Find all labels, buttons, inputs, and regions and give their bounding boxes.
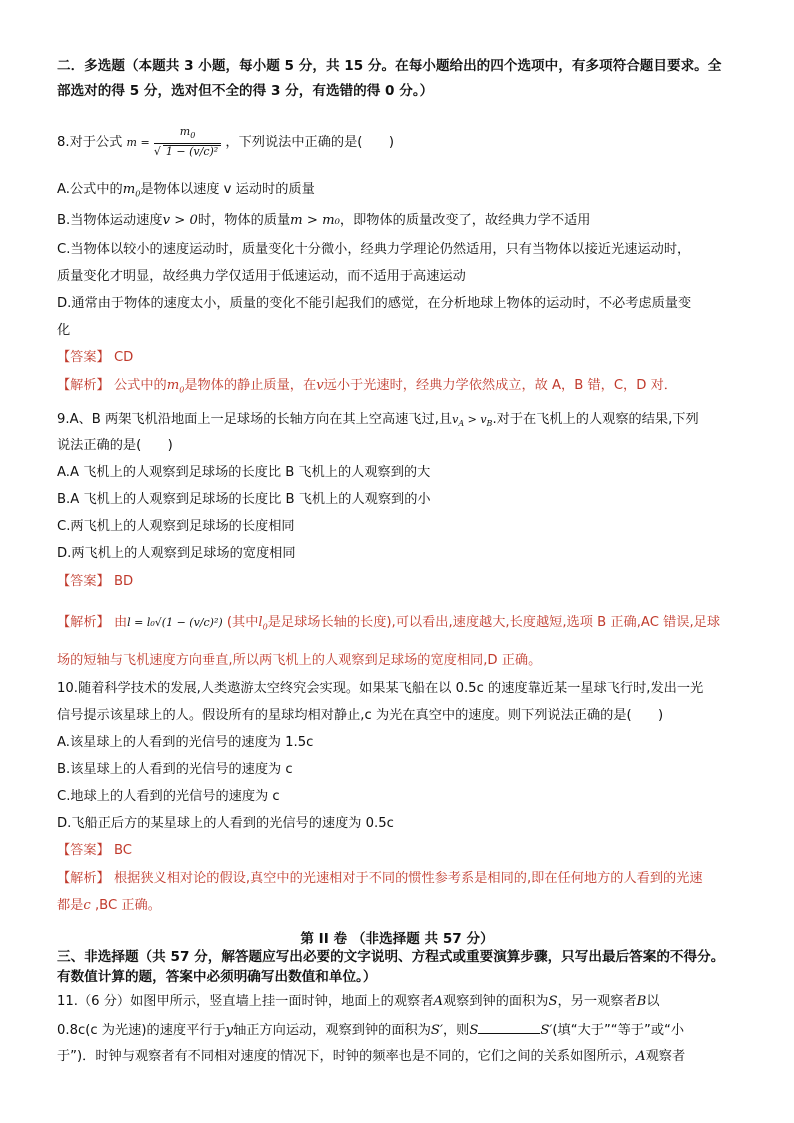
- q11-stem: 11.（6 分）如图甲所示，竖直墙上挂一面时钟，地面上的观察者A观察到钟的面积为S，另一观察者B以: [57, 994, 660, 1009]
- length-formula: l = l₀√(1 − (v/c)²): [127, 616, 223, 629]
- q9-analysis: 【解析】 由l = l₀√(1 − (v/c)²) (其中$l_0$是足球场长轴的长度),可以看出,速度越大,长度越短,选项 B 正确,AC 错误,足球: [57, 615, 721, 632]
- q10-answer: 【答案】 BC: [57, 843, 132, 858]
- q10-analysis: 【解析】 根据狭义相对论的假设,真空中的光速相对于不同的惯性参考系是相同的,即在任何地方的人看到的光速: [57, 871, 703, 886]
- q10-option-b: B.该星球上的人看到的光信号的速度为 c: [57, 762, 293, 777]
- q9-stem: 9.A、B 两架飞机沿地面上一足球场的长轴方向在其上空高速飞过,且$v_A > v_B$.对于在飞机上的人观察的结果,下列: [57, 412, 699, 429]
- q10-option-a: A.该星球上的人看到的光信号的速度为 1.5c: [57, 735, 314, 750]
- q8-option-d-cont: 化: [57, 323, 71, 338]
- q8-option-c: C.当物体以较小的速度运动时，质量变化十分微小，经典力学理论仍然适用，只有当物体以接近光速运动时，: [57, 242, 691, 257]
- answer-blank[interactable]: [478, 1021, 540, 1034]
- q10-stem: 10.随着科学技术的发展,人类遨游太空终究会实现。如果某飞船在以 0.5c 的速度靠近某一星球飞行时,发出一光: [57, 681, 704, 696]
- q8-option-c-cont: 质量变化才明显，故经典力学仅适用于低速运动，而不适用于高速运动: [57, 269, 466, 284]
- q9-option-c: C.两飞机上的人观察到足球场的长度相同: [57, 519, 295, 534]
- q11-stem-cont: 0.8c(c 为光速)的速度平行于y轴正方向运动，观察到钟的面积为S′，则S S′(填“大于”“等于”或“小: [57, 1023, 685, 1038]
- q9-answer: 【答案】 BD: [57, 574, 134, 589]
- section-heading: 三、非选择题（共 57 分，解答题应写出必要的文字说明、方程式或重要演算步骤，只写出最后答案的不得分。: [57, 949, 725, 965]
- mass-formula: $\frac{m_0}{\text{√ 1 − (v/c)²}}$: [154, 126, 221, 157]
- section-heading: 有数值计算的题，答案中必须明确写出数值和单位。）: [57, 969, 377, 985]
- q9-option-b: B.A 飞机上的人观察到足球场的长度比 B 飞机上的人观察到的小: [57, 492, 431, 507]
- q10-stem-cont: 信号提示该星球上的人。假设所有的星球均相对静止,c 为光在真空中的速度。则下列说法正确的是( ): [57, 708, 664, 723]
- formula-lhs: m =: [126, 136, 150, 149]
- q11-stem-cont: 于”)．时钟与观察者有不同相对速度的情况下，时钟的频率也是不同的，它们之间的关系如图所示，A观察者: [57, 1049, 686, 1064]
- q8-analysis: 【解析】 公式中的$m_0$是物体的静止质量，在v远小于光速时，经典力学依然成立，故 A，B 错，C，D 对．: [57, 378, 677, 395]
- q9-option-d: D.两飞机上的人观察到足球场的宽度相同: [57, 546, 296, 561]
- q10-analysis-cont: 都是c ,BC 正确。: [57, 898, 161, 913]
- section-heading: 二．多选题（本题共 3 小题，每小题 5 分，共 15 分。在每小题给出的四个选项中，有多项符合题目要求。全: [57, 58, 722, 74]
- q10-option-c: C.地球上的人看到的光信号的速度为 c: [57, 789, 280, 804]
- q9-analysis-cont: 场的短轴与飞机速度方向垂直,所以两飞机上的人观察到足球场的宽度相同,D 正确。: [57, 653, 542, 668]
- section-heading: 部选对的得 5 分，选对但不全的得 3 分，有选错的得 0 分。）: [57, 83, 434, 99]
- q8-option-b: B.当物体运动速度v > 0时，物体的质量m > m₀，即物体的质量改变了，故经典力学不适用: [57, 213, 591, 228]
- q8-answer: 【答案】 CD: [57, 350, 134, 365]
- q9-stem-cont: 说法正确的是( ): [57, 438, 173, 453]
- part-title: 第 II 卷 （非选择题 共 57 分）: [300, 931, 494, 947]
- q9-option-a: A.A 飞机上的人观察到足球场的长度比 B 飞机上的人观察到的大: [57, 465, 431, 480]
- q8-option-d: D.通常由于物体的速度太小，质量的变化不能引起我们的感觉，在分析地球上物体的运动时，不必考虑质量变: [57, 296, 692, 311]
- q8-stem: 8.对于公式 m = $\frac{m_0}{\text{√ 1 − (v/c)²}}$ ，下列说法中正确的是( ): [57, 125, 394, 158]
- q10-option-d: D.飞船正后方的某星球上的人看到的光信号的速度为 0.5c: [57, 816, 394, 831]
- q8-option-a: A.公式中的$m_0$是物体以速度 v 运动时的质量: [57, 182, 315, 199]
